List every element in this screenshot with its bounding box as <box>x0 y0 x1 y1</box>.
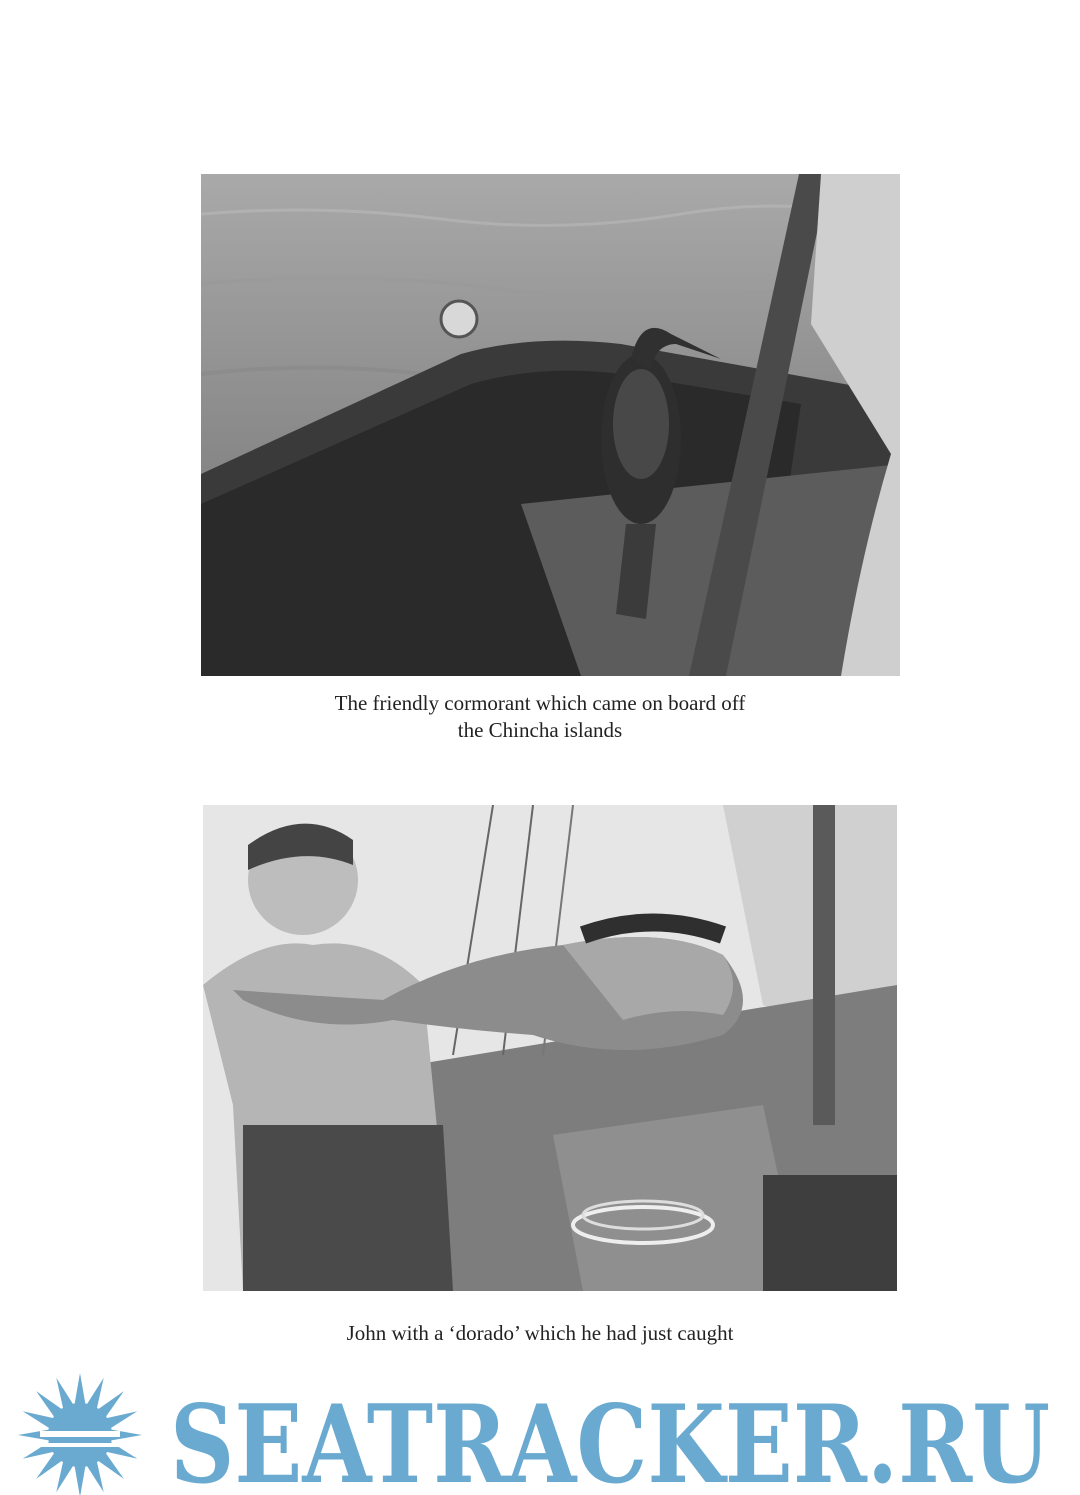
sun-icon <box>18 1373 142 1495</box>
caption-line: John with a ‘dorado’ which he had just caught <box>346 1321 734 1345</box>
cormorant-photo <box>201 174 900 676</box>
figure-caption-dorado <box>0 1320 1080 1347</box>
caption-line: The friendly cormorant which came on board off <box>334 691 746 715</box>
watermark-text: SEATRACKER.RU <box>170 1382 1050 1495</box>
figure-caption-cormorant <box>0 690 1080 744</box>
caption-line: the Chincha islands <box>457 718 623 742</box>
dorado-photo <box>203 805 897 1291</box>
seatracker-watermark <box>0 1370 1080 1495</box>
